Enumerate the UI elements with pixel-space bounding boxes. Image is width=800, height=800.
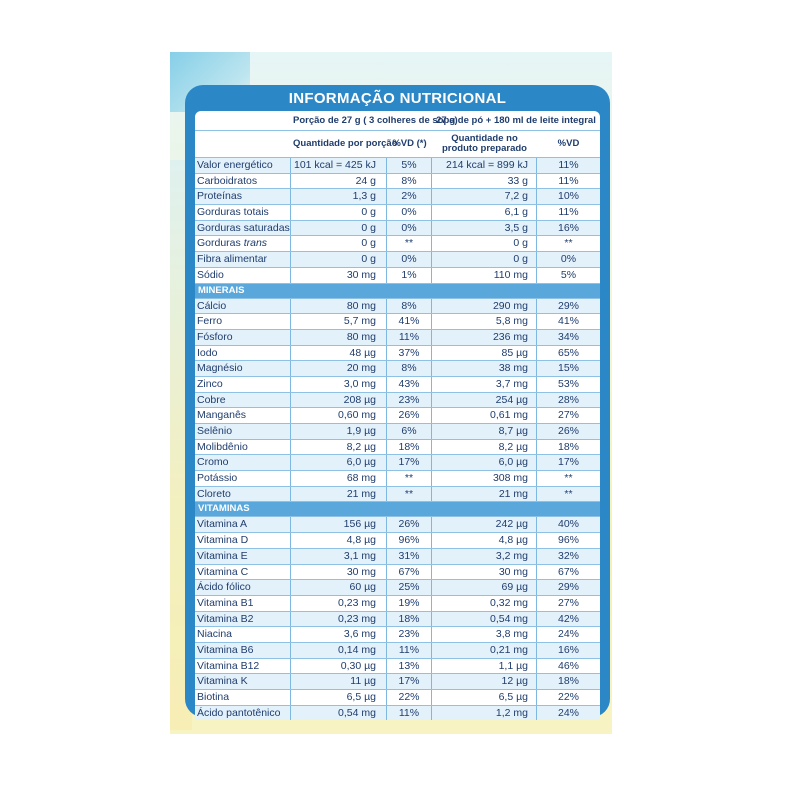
table-row [195, 157, 600, 173]
prepared-daily-value: 10% [557, 190, 579, 203]
table-row [195, 392, 600, 408]
table-row [195, 579, 600, 595]
portion-daily-value: 5% [387, 158, 432, 173]
table-row [195, 251, 600, 267]
table-row [195, 173, 600, 189]
portion-quantity: 20 mg [291, 361, 387, 376]
nutrient-name: Niacina [195, 627, 291, 642]
nutrient-name: Vitamina D [195, 533, 291, 548]
portion-daily-value: 2% [387, 189, 432, 204]
portion-quantity: 3,1 mg [291, 549, 387, 564]
prepared-daily-value: 11% [558, 206, 579, 219]
prepared-quantity: 33 g [432, 174, 537, 189]
portion-daily-value: 18% [387, 440, 432, 455]
prepared-quantity: 0,54 mg [432, 612, 537, 627]
prepared-quantity: 0,61 mg [432, 408, 537, 423]
prepared-quantity: 8,2 µg [432, 440, 537, 455]
table-row [195, 204, 600, 220]
prepared-daily-value: 11% [558, 159, 579, 171]
portion-daily-value: ** [387, 471, 432, 486]
prepared-daily-value: 0% [560, 253, 577, 266]
prepared-quantity: 21 mg [432, 487, 537, 502]
vd1-header: %VD (*) [392, 138, 427, 149]
portion-quantity: 0 g [291, 236, 387, 251]
portion-quantity: 0,23 mg [291, 612, 387, 627]
portion-quantity: 6,5 µg [291, 690, 387, 705]
nutrition-table [195, 111, 600, 720]
prepared-daily-value: 24% [557, 706, 579, 719]
prepared-quantity: 254 µg [432, 393, 537, 408]
portion-quantity: 0,23 mg [291, 596, 387, 611]
portion-daily-value: 37% [387, 346, 432, 361]
table-row [195, 486, 600, 502]
nutrient-name: Sódio [195, 268, 291, 283]
vitamin-rows [195, 516, 600, 720]
prepared-daily-value: ** [564, 472, 573, 485]
table-row [195, 329, 600, 345]
prepared-daily-value: 96% [557, 534, 579, 547]
prepared-daily-value: ** [564, 237, 573, 250]
table-row [195, 548, 600, 564]
qty-portion-header: Quantidade por porção [293, 138, 398, 149]
nutrient-name: Iodo [195, 346, 291, 361]
table-row [195, 564, 600, 580]
portion-daily-value: 26% [387, 408, 432, 423]
table-row [195, 423, 600, 439]
nutrient-name: Molibdênio [195, 440, 291, 455]
portion-daily-value: 0% [387, 205, 432, 220]
portion-daily-value: 11% [387, 643, 432, 658]
portion-quantity: 68 mg [291, 471, 387, 486]
nutrient-name: Biotina [195, 690, 291, 705]
prepared-quantity: 110 mg [432, 268, 537, 283]
nutrient-name: Vitamina C [195, 565, 291, 580]
portion-daily-value: 18% [387, 612, 432, 627]
mineral-rows [195, 298, 600, 502]
portion-daily-value: 41% [387, 314, 432, 329]
portion-quantity: 4,8 µg [291, 533, 387, 548]
main-rows [195, 157, 600, 283]
portion-daily-value: 11% [387, 706, 432, 721]
table-row [195, 439, 600, 455]
portion-quantity: 24 g [291, 174, 387, 189]
portion-quantity: 80 mg [291, 299, 387, 314]
portion-daily-value: 67% [387, 565, 432, 580]
prepared-quantity: 1,2 mg [432, 706, 537, 721]
prepared-quantity: 5,8 mg [432, 314, 537, 329]
portion-quantity: 0,60 mg [291, 408, 387, 423]
nutrient-name: Ácido fólico [195, 580, 291, 595]
portion-daily-value: 23% [387, 627, 432, 642]
prepared-quantity: 30 mg [432, 565, 537, 580]
nutrient-name: Vitamina B12 [195, 659, 291, 674]
nutrient-name [195, 236, 291, 251]
table-row [195, 673, 600, 689]
prepared-daily-value: 65% [557, 346, 579, 359]
nutrient-name: Fósforo [195, 330, 291, 345]
prepared-quantity: 6,5 µg [432, 690, 537, 705]
table-row [195, 188, 600, 204]
nutrient-name: Magnésio [195, 361, 291, 376]
prepared-daily-value: 42% [557, 612, 579, 625]
prepared-quantity: 214 kcal = 899 kJ [432, 158, 537, 173]
nutrient-name: Potássio [195, 471, 291, 486]
prepared-daily-value: 46% [557, 659, 579, 672]
prepared-quantity: 6,1 g [432, 205, 537, 220]
table-row [195, 532, 600, 548]
prepared-quantity: 1,1 µg [432, 659, 537, 674]
prepared-daily-value: 18% [557, 675, 579, 688]
nutrient-name: Vitamina B2 [195, 612, 291, 627]
prepared-quantity: 3,5 g [432, 221, 537, 236]
prepared-quantity: 236 mg [432, 330, 537, 345]
portion-daily-value: 26% [387, 517, 432, 532]
portion-daily-value: 8% [387, 361, 432, 376]
prepared-daily-value: 16% [557, 221, 579, 234]
prepared-label: 27 g de pó + 180 ml de leite integral [436, 114, 596, 126]
portion-quantity: 60 µg [291, 580, 387, 595]
nutrient-name: Proteínas [195, 189, 291, 204]
portion-daily-value: 0% [387, 252, 432, 267]
table-row [195, 313, 600, 329]
portion-quantity: 0 g [291, 205, 387, 220]
portion-quantity: 48 µg [291, 346, 387, 361]
prepared-daily-value: 32% [557, 549, 579, 562]
portion-quantity: 1,9 µg [291, 424, 387, 439]
nutrient-name: Ácido pantotênico [195, 706, 291, 721]
prepared-quantity: 6,0 µg [432, 455, 537, 470]
prepared-daily-value: 18% [557, 440, 579, 453]
prepared-quantity: 12 µg [432, 674, 537, 689]
portion-quantity: 21 mg [291, 487, 387, 502]
portion-quantity: 0,54 mg [291, 706, 387, 721]
prepared-quantity: 4,8 µg [432, 533, 537, 548]
vitamins-section-header: VITAMINAS [195, 501, 600, 516]
prepared-quantity: 69 µg [432, 580, 537, 595]
prepared-daily-value: 11% [558, 174, 579, 187]
prepared-quantity: 0,32 mg [432, 596, 537, 611]
nutrient-name: Cloreto [195, 487, 291, 502]
portion-daily-value: 23% [387, 393, 432, 408]
nutrient-name: Vitamina B6 [195, 643, 291, 658]
prepared-quantity: 0 g [432, 236, 537, 251]
portion-quantity: 80 mg [291, 330, 387, 345]
prepared-daily-value: 29% [557, 299, 579, 312]
prepared-daily-value: 28% [557, 393, 579, 406]
prepared-quantity: 3,8 mg [432, 627, 537, 642]
portion-daily-value: 25% [387, 580, 432, 595]
prepared-quantity: 290 mg [432, 299, 537, 314]
prepared-quantity: 3,7 mg [432, 377, 537, 392]
prepared-daily-value: 24% [557, 628, 579, 641]
portion-daily-value: 6% [387, 424, 432, 439]
table-row [195, 516, 600, 532]
nutrient-name-part: Gorduras [197, 237, 244, 250]
portion-quantity: 156 µg [291, 517, 387, 532]
prepared-quantity: 38 mg [432, 361, 537, 376]
table-row [195, 705, 600, 721]
prepared-quantity: 7,2 g [432, 189, 537, 204]
panel-title: INFORMAÇÃO NUTRICIONAL [288, 90, 507, 107]
prepared-quantity: 0 g [432, 252, 537, 267]
header-row-portion [195, 111, 600, 130]
prepared-daily-value: 67% [557, 565, 579, 578]
nutrient-name: Zinco [195, 377, 291, 392]
table-row [195, 611, 600, 627]
table-row [195, 298, 600, 314]
table-row [195, 360, 600, 376]
prepared-daily-value: 22% [557, 691, 579, 703]
nutrient-name: Vitamina K [195, 674, 291, 689]
prepared-daily-value: 26% [557, 425, 579, 437]
table-row [195, 345, 600, 361]
prepared-daily-value: 17% [557, 456, 579, 469]
prepared-daily-value: 5% [560, 268, 577, 281]
nutrient-name: Cromo [195, 455, 291, 470]
prepared-quantity: 242 µg [432, 517, 537, 532]
portion-daily-value: 8% [387, 299, 432, 314]
table-row [195, 407, 600, 423]
portion-quantity: 101 kcal = 425 kJ [291, 158, 387, 173]
table-row [195, 376, 600, 392]
qty-prepared-header: Quantidade no produto preparado [442, 133, 527, 154]
prepared-daily-value: 27% [557, 409, 579, 422]
portion-quantity: 0,14 mg [291, 643, 387, 658]
prepared-quantity: 8,7 µg [432, 424, 537, 439]
table-row [195, 470, 600, 486]
table-row [195, 595, 600, 611]
header-row-columns [195, 130, 600, 157]
portion-quantity: 1,3 g [291, 189, 387, 204]
nutrient-name: Valor energético [195, 158, 291, 173]
nutrient-name: Manganês [195, 408, 291, 423]
table-row [195, 235, 600, 251]
prepared-daily-value: 41% [557, 315, 579, 328]
nutrient-name: Selênio [195, 424, 291, 439]
prepared-quantity: 3,2 mg [432, 549, 537, 564]
table-row [195, 658, 600, 674]
nutrient-name: Cobre [195, 393, 291, 408]
portion-daily-value: 17% [387, 674, 432, 689]
portion-daily-value: 0% [387, 221, 432, 236]
portion-quantity: 0,30 µg [291, 659, 387, 674]
nutrient-name: Cálcio [195, 299, 291, 314]
nutrient-name: Vitamina B1 [195, 596, 291, 611]
prepared-quantity: 308 mg [432, 471, 537, 486]
minerals-section-header: MINERAIS [195, 283, 600, 298]
nutrient-name: Ferro [195, 314, 291, 329]
portion-quantity: 8,2 µg [291, 440, 387, 455]
portion-quantity: 0 g [291, 252, 387, 267]
prepared-daily-value: 29% [557, 581, 579, 594]
nutrient-name-italic: trans [243, 237, 268, 250]
prepared-daily-value: 27% [557, 596, 579, 609]
nutrient-name: Vitamina A [195, 517, 291, 532]
table-row [195, 267, 600, 283]
portion-quantity: 5,7 mg [291, 314, 387, 329]
portion-quantity: 30 mg [291, 268, 387, 283]
prepared-daily-value: 34% [557, 330, 579, 343]
portion-daily-value: ** [387, 487, 432, 502]
nutrient-name: Gorduras totais [195, 205, 291, 220]
table-row [195, 626, 600, 642]
portion-daily-value: 8% [387, 174, 432, 189]
portion-daily-value: 22% [387, 690, 432, 705]
prepared-quantity: 0,21 mg [432, 643, 537, 658]
table-row [195, 689, 600, 705]
portion-daily-value: 43% [387, 377, 432, 392]
nutrient-name: Vitamina E [195, 549, 291, 564]
portion-quantity: 0 g [291, 221, 387, 236]
prepared-quantity: 85 µg [432, 346, 537, 361]
portion-daily-value: ** [387, 236, 432, 251]
portion-daily-value: 19% [387, 596, 432, 611]
nutrient-name: Fibra alimentar [195, 252, 291, 267]
portion-quantity: 3,0 mg [291, 377, 387, 392]
portion-daily-value: 13% [387, 659, 432, 674]
portion-daily-value: 11% [387, 330, 432, 345]
portion-quantity: 30 mg [291, 565, 387, 580]
table-row [195, 220, 600, 236]
portion-quantity: 208 µg [291, 393, 387, 408]
nutrient-name: Carboidratos [195, 174, 291, 189]
portion-quantity: 3,6 mg [291, 627, 387, 642]
portion-daily-value: 31% [387, 549, 432, 564]
prepared-daily-value: 53% [557, 377, 579, 390]
portion-label: Porção de 27 g ( 3 colheres de sopa) [293, 114, 458, 126]
portion-daily-value: 1% [387, 268, 432, 283]
table-row [195, 454, 600, 470]
prepared-daily-value: 16% [557, 643, 579, 656]
prepared-daily-value: ** [564, 487, 573, 500]
portion-daily-value: 96% [387, 533, 432, 548]
portion-quantity: 6,0 µg [291, 455, 387, 470]
table-row [195, 642, 600, 658]
portion-quantity: 11 µg [291, 674, 387, 689]
portion-daily-value: 17% [387, 455, 432, 470]
prepared-daily-value: 15% [557, 362, 579, 375]
nutrient-name: Gorduras saturadas [197, 221, 290, 234]
vd2-header: %VD [557, 138, 580, 149]
prepared-daily-value: 40% [557, 518, 579, 531]
